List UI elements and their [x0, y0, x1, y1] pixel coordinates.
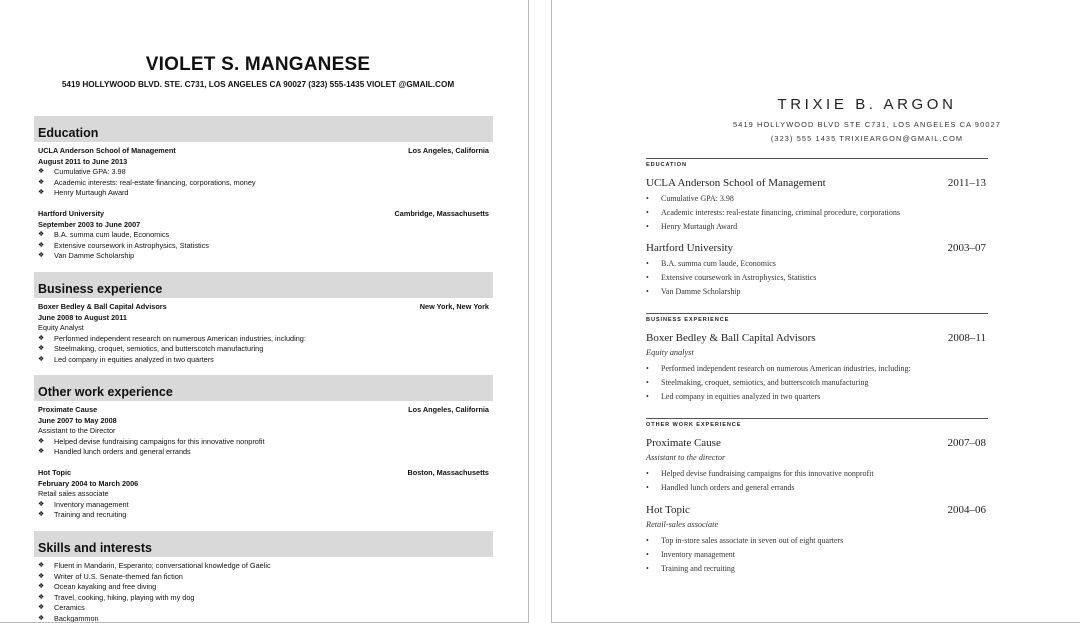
bullet-item: ❖ Training and recruiting: [38, 510, 489, 521]
bullet-item: • Helped devise fundraising campaigns for this innovative nonprofit: [646, 467, 986, 481]
entry-ucla: [38, 146, 489, 199]
section-title: Other work experience: [38, 385, 173, 399]
section-title: Education: [38, 126, 99, 140]
bullet-item: ❖ Ceramics: [38, 603, 489, 614]
entry-hot-topic: [38, 468, 489, 521]
entry-hot-topic: [646, 504, 986, 516]
bullet-item: ❖ Handled lunch orders and general errands: [38, 447, 489, 458]
bullet-item: ❖ Academic interests: real-estate financing, corporations, money: [38, 178, 489, 189]
entry-role: Equity analyst: [646, 348, 694, 357]
entry-location: Los Angeles, California: [408, 146, 489, 155]
bullet-item: ❖ Van Damme Scholarship: [38, 251, 489, 262]
skills-list-block: [38, 561, 489, 623]
entry-boxer: [38, 302, 489, 365]
bullet-item: • Inventory management: [646, 548, 986, 562]
entry-location: Los Angeles, California: [408, 405, 489, 414]
resume-page-left: [0, 0, 529, 623]
bullet-item: ❖ Writer of U.S. Senate-themed fan fiction: [38, 572, 489, 583]
entry-location: Boston, Massachusetts: [407, 468, 489, 477]
entry-org: UCLA Anderson School of Management: [646, 177, 826, 189]
section-header-other-work: [34, 375, 493, 401]
section-rule: [646, 313, 988, 314]
entry-proximate: [38, 405, 489, 458]
resume-phone-email: (323) 555 1435 TRIXIEARGON@GMAIL.COM: [770, 134, 964, 143]
entry-role: Equity Analyst: [38, 323, 84, 332]
resume-address: 5419 HOLLYWOOD BLVD STE C731, LOS ANGELES CA 90027: [733, 120, 1001, 129]
entry-dates: 2007–08: [947, 437, 986, 449]
entry-ucla: [646, 177, 986, 189]
bullet-item: • Van Damme Scholarship: [646, 285, 986, 299]
bullet-item: ❖ Henry Murtaugh Award: [38, 188, 489, 199]
bullet-item: ❖ B.A. summa cum laude, Economics: [38, 230, 489, 241]
section-rule: [646, 158, 988, 159]
resume-name: TRIXIE B. ARGON: [777, 96, 957, 113]
bullet-item: • Led company in equities analyzed in two quarters: [646, 390, 986, 404]
entry-org: Hot Topic: [646, 504, 690, 516]
bullet-list: [38, 230, 489, 262]
bullet-item: ❖ Extensive coursework in Astrophysics, Statistics: [38, 241, 489, 252]
entry-role: Assistant to the Director: [38, 426, 116, 435]
bullet-item: ❖ Inventory management: [38, 500, 489, 511]
bullet-item: • Training and recruiting: [646, 562, 986, 576]
entry-dates: February 2004 to March 2006: [38, 478, 139, 488]
entry-hartford: [38, 209, 489, 262]
section-rule: [646, 418, 988, 419]
entry-org: Boxer Bedley & Ball Capital Advisors: [646, 332, 816, 344]
bullet-item: ❖ Travel, cooking, hiking, playing with my dog: [38, 593, 489, 604]
entry-org: Hartford University: [646, 242, 734, 254]
entry-dates: June 2007 to May 2008: [38, 415, 117, 425]
entry-dates: June 2008 to August 2011: [38, 312, 127, 322]
entry-dates: 2008–11: [947, 332, 986, 344]
section-header-education: [34, 116, 493, 142]
resume-page-right: [551, 0, 1080, 623]
entry-org: Proximate Cause: [38, 405, 98, 414]
entry-proximate: [646, 437, 986, 449]
entry-location: Cambridge, Massachusetts: [394, 209, 489, 218]
section-header-business: [34, 272, 493, 298]
bullet-list: [646, 257, 986, 299]
bullet-list: [38, 437, 489, 458]
bullet-item: ❖ Ocean kayaking and free diving: [38, 582, 489, 593]
bullet-item: • Academic interests: real-estate financing, criminal procedure, corporations: [646, 206, 986, 220]
entry-role: Retail sales associate: [38, 489, 109, 498]
bullet-item: ❖ Steelmaking, croquet, semiotics, and butterscotch manufacturing: [38, 344, 489, 355]
section-label-education: EDUCATION: [646, 162, 687, 168]
bullet-item: ❖ Cumulative GPA: 3.98: [38, 167, 489, 178]
entry-dates: 2004–06: [947, 504, 986, 516]
section-label-other-work: OTHER WORK EXPERIENCE: [646, 422, 742, 428]
entry-role: Assistant to the director: [646, 453, 726, 462]
bullet-list: [38, 500, 489, 521]
section-title: Business experience: [38, 282, 163, 296]
section-label-business: BUSINESS EXPERIENCE: [646, 317, 730, 323]
section-title: Skills and interests: [38, 541, 152, 555]
entry-dates: 2011–13: [947, 177, 986, 189]
bullet-item: • Extensive coursework in Astrophysics, Statistics: [646, 271, 986, 285]
bullet-list: [38, 167, 489, 199]
entry-org: UCLA Anderson School of Management: [38, 146, 176, 155]
resume-contact: 5419 HOLLYWOOD BLVD. STE. C731, LOS ANGELES CA 90027 (323) 555-1435 VIOLET @GMAIL.COM: [61, 80, 455, 89]
bullet-item: ❖ Fluent in Mandarin, Esperanto; conversational knowledge of Gaelic: [38, 561, 489, 572]
bullet-item: • Steelmaking, croquet, semiotics, and butterscotch manufacturing: [646, 376, 986, 390]
entry-org: Hartford University: [38, 209, 105, 218]
entry-dates: September 2003 to June 2007: [38, 219, 141, 229]
entry-dates: 2003–07: [947, 242, 986, 254]
bullet-item: • Handled lunch orders and general errands: [646, 481, 986, 495]
entry-dates: August 2011 to June 2013: [38, 156, 128, 166]
bullet-item: • Performed independent research on numerous American industries, including:: [646, 362, 986, 376]
bullet-item: • Cumulative GPA: 3.98: [646, 192, 986, 206]
bullet-item: ❖ Backgammon: [38, 614, 489, 623]
bullet-item: ❖ Led company in equities analyzed in two quarters: [38, 355, 489, 366]
entry-role: Retail-sales associate: [646, 520, 719, 529]
entry-hartford: [646, 242, 986, 254]
bullet-list: [38, 561, 489, 623]
bullet-list: [646, 362, 986, 404]
bullet-list: [38, 334, 489, 366]
section-header-skills: [34, 531, 493, 557]
bullet-item: ❖ Performed independent research on numerous American industries, including:: [38, 334, 489, 345]
entry-org: Proximate Cause: [646, 437, 721, 449]
entry-org: Hot Topic: [38, 468, 72, 477]
bullet-list: [646, 192, 986, 234]
bullet-list: [646, 467, 986, 495]
bullet-item: • Henry Murtaugh Award: [646, 220, 986, 234]
entry-boxer: [646, 332, 986, 344]
bullet-list: [646, 534, 986, 576]
entry-location: New York, New York: [419, 302, 489, 311]
bullet-item: • B.A. summa cum laude, Economics: [646, 257, 986, 271]
bullet-item: ❖ Helped devise fundraising campaigns for this innovative nonprofit: [38, 437, 489, 448]
entry-org: Boxer Bedley & Ball Capital Advisors: [38, 302, 167, 311]
resume-name: VIOLET S. MANGANESE: [145, 54, 371, 75]
bullet-item: • Top in-store sales associate in seven out of eight quarters: [646, 534, 986, 548]
page-gap: [529, 0, 551, 623]
